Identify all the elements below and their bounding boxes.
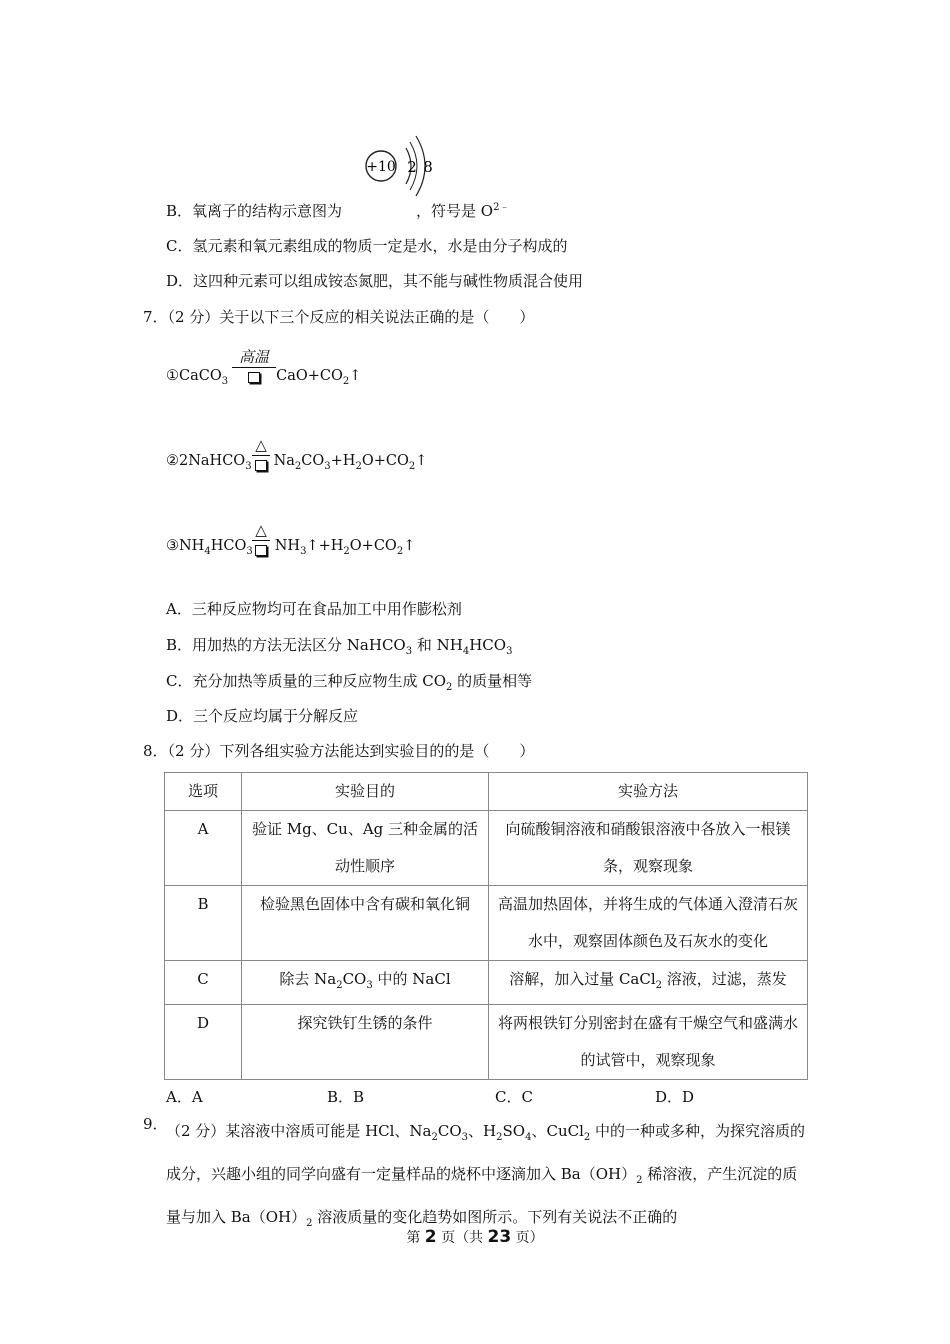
eq1-rhs-sub: 2 xyxy=(342,375,350,387)
q7-option-b-part: HCO xyxy=(469,636,507,654)
row-goal xyxy=(242,961,489,1005)
q8-stem: 8．（2 分）下列各组实验方法能达到实验目的的是（ ） xyxy=(143,742,535,760)
row-goal-part: 中的 NaCl xyxy=(372,970,451,988)
q7-option-b-sub: 3 xyxy=(506,646,513,657)
eq3-rhs-part: NH xyxy=(274,538,301,554)
page-footer xyxy=(0,1227,950,1247)
q7-option-c-part: 的质量相等 xyxy=(452,672,533,690)
q7-option-b-part: B．用加热的方法无法区分 NaHCO xyxy=(166,636,406,654)
eq2-rhs-part: O+CO xyxy=(361,453,409,469)
q7-option-b xyxy=(166,634,512,657)
eq2-rhs-sub: 2 xyxy=(408,460,416,472)
q9-text: 、CuCl xyxy=(531,1122,584,1140)
eq3-lhs-part: HCO xyxy=(210,538,247,554)
q7-stem: 7．（2 分）关于以下三个反应的相关说法正确的是（ ） xyxy=(143,308,535,326)
row-key: D xyxy=(165,1005,242,1080)
q6-option-b-prefix: B．氧离子的结构示意图为 xyxy=(166,202,343,220)
eq2-lhs-sub: 3 xyxy=(245,460,252,472)
eq2-rhs-part: Na xyxy=(273,453,295,469)
q7-option-a: A．三种反应物均可在食品加工中用作膨松剂 xyxy=(166,600,462,618)
q8-answer-b: B．B xyxy=(327,1088,365,1106)
table-row xyxy=(165,961,808,1005)
eq2-condition xyxy=(252,436,270,475)
q9-sub: 3 xyxy=(461,1132,469,1143)
nucleus-label: +10 xyxy=(366,159,396,175)
footer-text: 页） xyxy=(511,1230,544,1246)
footer-text: 页（共 xyxy=(436,1230,488,1246)
row-goal-part: 除去 Na xyxy=(279,970,337,988)
eq3-placeholder-box xyxy=(255,545,267,556)
eq2-equals-bar xyxy=(252,455,270,456)
q7-option-b-sub: 4 xyxy=(462,646,470,657)
shell2-count: 8 xyxy=(423,158,433,176)
eq1-equals-bar xyxy=(232,367,276,368)
q8-answer-a: A．A xyxy=(166,1088,203,1106)
eq3-rhs-sub: 2 xyxy=(343,545,350,557)
table-header-cell: 实验方法 xyxy=(489,773,808,811)
q9-text: SO xyxy=(502,1122,526,1140)
eq2-gas-arrow: ↑ xyxy=(415,453,428,469)
q7-option-c-part: C．充分加热等质量的三种反应物生成 CO xyxy=(166,672,447,690)
eq1-condition xyxy=(232,348,276,387)
table-header-cell: 实验目的 xyxy=(242,773,489,811)
q7-option-c-sub: 2 xyxy=(446,682,453,693)
table-row xyxy=(165,811,808,886)
row-method-part: 溶解，加入过量 CaCl xyxy=(509,970,656,988)
eq3-condition xyxy=(252,521,270,560)
row-goal-sub: 2 xyxy=(336,980,343,991)
table-header-cell: 选项 xyxy=(165,773,242,811)
eq1-placeholder-box xyxy=(248,372,260,383)
row-goal-part: CO xyxy=(342,970,367,988)
page-number: 2 xyxy=(424,1227,437,1247)
atom-diagram-svg xyxy=(358,120,438,210)
eq3-rhs-sub: 3 xyxy=(300,545,307,557)
table-row xyxy=(165,1005,808,1080)
q6-option-d: D．这四种元素可以组成铵态氮肥，其不能与碱性物质混合使用 xyxy=(166,272,584,290)
q9-sub: 2 xyxy=(636,1175,643,1186)
q9-sub: 2 xyxy=(583,1132,591,1143)
q9-stem xyxy=(166,1113,810,1242)
q9-sub: 2 xyxy=(306,1218,313,1229)
eq3-gas-arrow: ↑ xyxy=(403,538,416,554)
q7-option-b-part: 和 NH xyxy=(412,636,463,654)
eq3-rhs-sub: 2 xyxy=(396,545,404,557)
eq3-equals-bar xyxy=(252,540,270,541)
eq2-rhs-part: CO xyxy=(301,453,325,469)
eq1-rhs: CaO+CO xyxy=(276,368,343,384)
q6-option-b xyxy=(166,198,509,221)
eq3-lhs-part: ③NH xyxy=(166,538,205,554)
q8-table xyxy=(164,772,808,1080)
row-method: 向硫酸铜溶液和硝酸银溶液中各放入一根镁条，观察现象 xyxy=(489,811,808,886)
q7-option-c xyxy=(166,670,532,693)
page-total: 23 xyxy=(487,1227,512,1247)
eq3-lhs-sub: 4 xyxy=(204,545,211,557)
eq1-lhs-sub: 3 xyxy=(221,375,229,387)
eq3-lhs-sub: 3 xyxy=(246,545,253,557)
row-method-part: 溶液，过滤，蒸发 xyxy=(662,970,787,988)
q6-option-b-charge: 2﹣ xyxy=(493,202,510,213)
eq2-rhs-sub: 2 xyxy=(294,460,302,472)
q6-option-c: C．氢元素和氧元素组成的物质一定是水，水是由分子构成的 xyxy=(166,237,568,255)
q9-text: 、H xyxy=(468,1122,497,1140)
eq1-lhs: ①CaCO xyxy=(166,368,222,384)
q9-text: （2 分）某溶液中溶质可能是 HCl、Na xyxy=(166,1122,432,1140)
q6-option-b-suffix: ，符号是 O xyxy=(416,202,494,220)
row-key: B xyxy=(165,886,242,961)
eq2-condition-text: △ xyxy=(255,436,267,454)
eq1-condition-text: 高温 xyxy=(238,348,269,366)
eq2-rhs-sub: 2 xyxy=(355,460,362,472)
q8-answer-d: D．D xyxy=(655,1088,695,1106)
table-header-row xyxy=(165,773,808,811)
q9-sub: 2 xyxy=(431,1132,438,1143)
q9-sub: 4 xyxy=(525,1132,532,1143)
row-goal: 检验黑色固体中含有碳和氧化铜 xyxy=(242,886,489,961)
eq1-gas-arrow: ↑ xyxy=(349,368,362,384)
row-key: A xyxy=(165,811,242,886)
q9-text: CO xyxy=(437,1122,462,1140)
footer-text: 第 xyxy=(406,1230,425,1246)
eq3-rhs-part: O+CO xyxy=(349,538,397,554)
row-goal: 验证 Mg、Cu、Ag 三种金属的活动性顺序 xyxy=(242,811,489,886)
q9-text: 中的一种或多种，为探究溶质的成分，兴趣小组的同学向盛有一定量样品的烧杯中逐滴加入 Ba（OH） xyxy=(166,1122,806,1183)
q7-equation-3 xyxy=(166,538,415,557)
q9-text: 稀溶液，产生沉淀的质量与加入 Ba（OH） xyxy=(166,1165,798,1226)
atom-structure-diagram xyxy=(358,120,438,210)
eq2-lhs: ②2NaHCO xyxy=(166,453,246,469)
q7-option-d: D．三个反应均属于分解反应 xyxy=(166,707,359,725)
row-method: 高温加热固体，并将生成的气体通入澄清石灰水中，观察固体颜色及石灰水的变化 xyxy=(489,886,808,961)
eq2-rhs-sub: 3 xyxy=(324,460,331,472)
row-goal-sub: 3 xyxy=(366,980,373,991)
q9-sub: 2 xyxy=(496,1132,503,1143)
row-method-sub: 2 xyxy=(655,980,663,991)
q9-number: 9． xyxy=(143,1115,168,1133)
row-method: 将两根铁钉分别密封在盛有干燥空气和盛满水的试管中，观察现象 xyxy=(489,1005,808,1080)
row-key: C xyxy=(165,961,242,1005)
eq3-rhs-part: ↑+H xyxy=(306,538,344,554)
table-row xyxy=(165,886,808,961)
eq2-placeholder-box xyxy=(255,460,267,471)
q8-answer-c: C．C xyxy=(495,1088,533,1106)
eq2-rhs-part: +H xyxy=(330,453,356,469)
shell1-count: 2 xyxy=(407,158,417,176)
row-method xyxy=(489,961,808,1005)
q9-text: 溶液质量的变化趋势如图所示。下列有关说法不正确的 xyxy=(312,1208,678,1226)
eq3-condition-text: △ xyxy=(255,521,267,539)
row-goal: 探究铁钉生锈的条件 xyxy=(242,1005,489,1080)
q7-equation-2 xyxy=(166,453,427,472)
q7-option-b-sub: 3 xyxy=(405,646,413,657)
